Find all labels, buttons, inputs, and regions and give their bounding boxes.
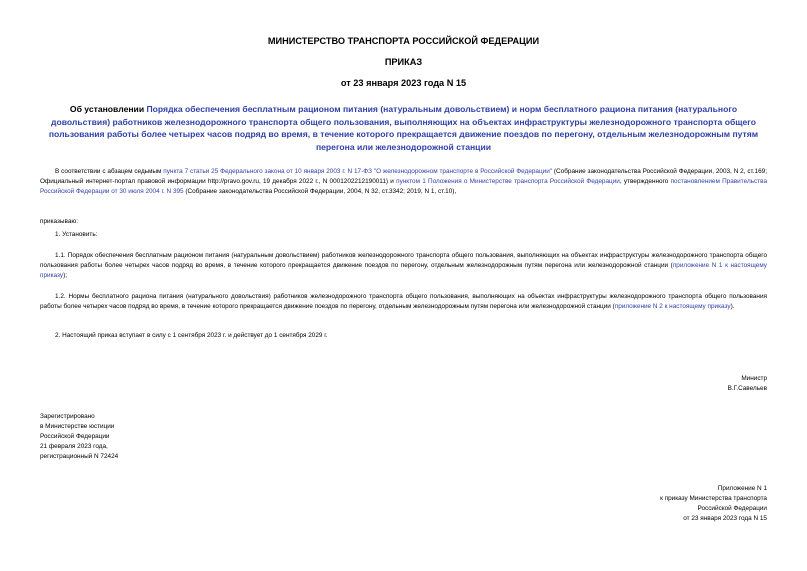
minister-position: Министр <box>741 375 767 382</box>
preamble-text-1: В соответствии с абзацем седьмым <box>55 168 164 175</box>
appendix-2-link[interactable]: приложение N 2 к настоящему приказу <box>614 303 731 311</box>
registration-block <box>40 412 118 462</box>
title-prefix: Об установлении <box>69 104 147 114</box>
registration-line: Зарегистрировано <box>40 413 95 420</box>
item-1-1-end: ); <box>63 272 67 280</box>
appendix-line: Приложение N 1 <box>717 485 767 492</box>
appendix-1-link[interactable]: приложение N 1 к настоящему приказу <box>40 262 767 280</box>
law-link[interactable]: пункта 7 статьи 25 Федерального закона от 10 января 2003 г. N 17-ФЗ "О железнодорожном транспорте в Российской Федерации" <box>163 168 553 175</box>
registration-line: регистрационный N 72424 <box>40 453 119 461</box>
registration-line: в Министерстве юстиции <box>40 423 115 431</box>
appendix-line: от 23 января 2023 года N 15 <box>683 515 767 523</box>
registration-line: 21 февраля 2023 года, <box>40 443 108 451</box>
item-1-1-text: 1.1. Порядок обеспечения бесплатным рационом питания (натуральным довольствием) работников железнодорожного транспорта общего пользования, выполняющих на объектах инфраструктуры железнодорожного транспорта общего пользования работы более четырех часов подряд во время, в течение которого прекращается движение поездов по перегону, отдельным железнодорожным путям перегона или железнодорожной станции ( <box>40 252 767 270</box>
item-1-2-end: ). <box>730 303 735 311</box>
regulation-link[interactable]: пунктом 1 Положения о Министерстве транспорта Российской Федерации <box>396 178 620 186</box>
document-title <box>40 103 767 153</box>
item-1: 1. Установить: <box>55 231 98 238</box>
item-1-1 <box>40 251 767 281</box>
appendix-line: Российской Федерации <box>697 505 767 513</box>
orders-line: приказываю: <box>40 218 78 225</box>
date-number-heading: от 23 января 2023 года N 15 <box>340 78 467 88</box>
item-2: 2. Настоящий приказ вступает в силу с 1 сентября 2023 г. и действует до 1 сентября 2029 г. <box>55 332 328 339</box>
item-1-2-text: 1.2. Нормы бесплатного рациона питания (натурального довольствия) работников железнодорожного транспорта общего пользования, выполняющих на объектах инфраструктуры железнодорожного транспорта общего пользования работы более четырех часов подряд во время, в течение которого прекращается движение поездов по перегону, отдельным железнодорожным путям перегона или железнодорожной станции ( <box>40 293 767 311</box>
registration-line: Российской Федерации <box>40 433 110 441</box>
item-1-2 <box>40 292 767 312</box>
appendix-block <box>660 484 767 524</box>
signature-block <box>728 374 767 394</box>
title-link[interactable]: Порядка обеспечения бесплатным рационом питания (натуральным довольствием) и норм бесплатного рациона питания (натурального довольствия) работников железнодорожного транспорта общего пользования, выполняющих на объектах инфраструктуры железнодорожного транспорта общего пользования работы более четырех часов подряд во время, в течение которого прекращается движение поездов по перегону, отдельным железнодорожным путям перегона или железнодорожной станции <box>48 104 759 152</box>
preamble-paragraph <box>40 167 767 197</box>
preamble-text-2: (Собрание законодательства Российской Федерации, 2003, N 2, ст.169; Официальный интернет-портал правовой информации http://pravo.gov.ru, 19 декабря 2022 г., N 0001202212190011) и <box>40 168 767 186</box>
appendix-line: к приказу Министерства транспорта <box>660 495 767 503</box>
doc-type-heading: ПРИКАЗ <box>384 57 423 67</box>
minister-name: В.Г.Савельев <box>727 385 767 393</box>
ministry-heading: МИНИСТЕРСТВО ТРАНСПОРТА РОССИЙСКОЙ ФЕДЕРАЦИИ <box>267 36 540 46</box>
preamble-text-4: (Собрание законодательства Российской Федерации, 2004, N 32, ст.3342; 2019, N 1, ст.10), <box>183 188 457 196</box>
preamble-text-3: , утвержденного <box>619 178 671 186</box>
decree-link[interactable]: постановлением Правительства Российской Федерации от 30 июля 2004 г. N 395 <box>40 178 767 196</box>
